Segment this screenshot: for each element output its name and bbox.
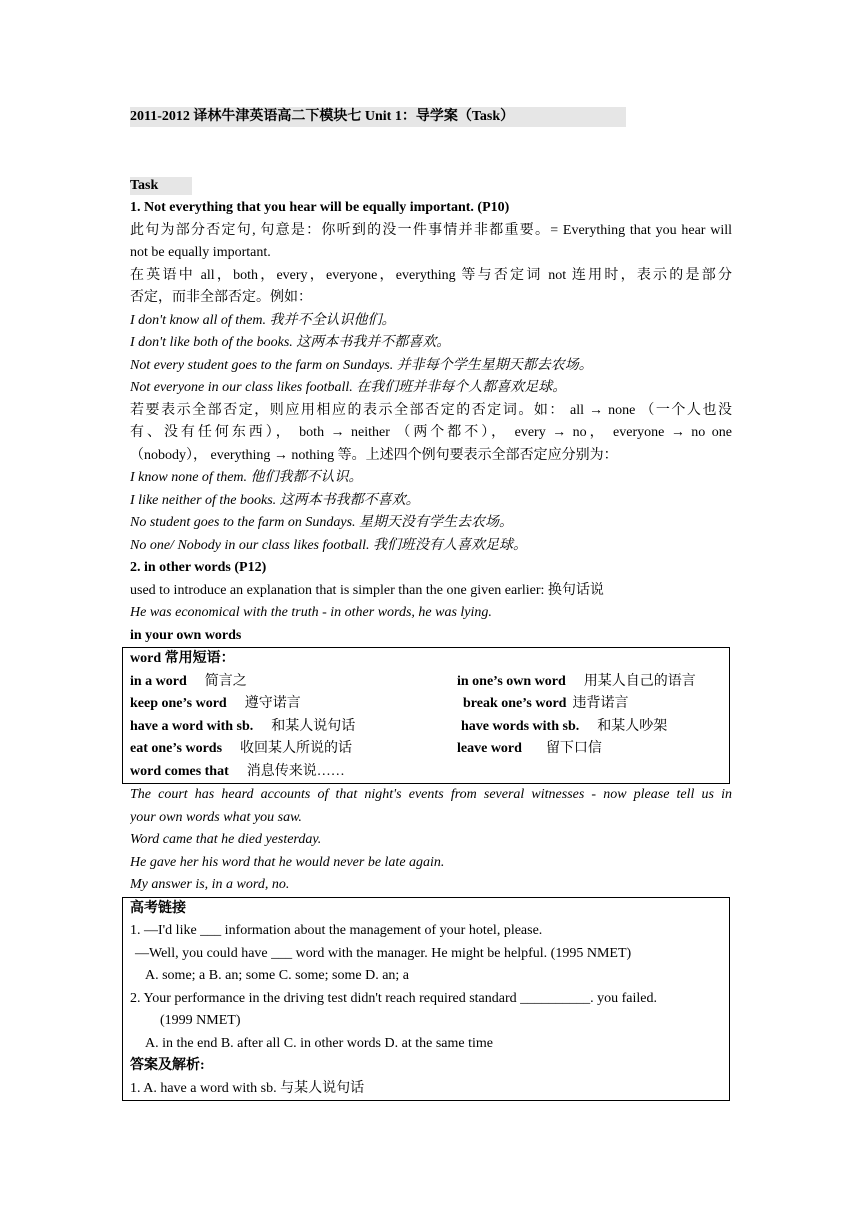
- exam-box-heading: 高考链接: [130, 900, 186, 916]
- example-sentence: He gave her his word that he would never be late again.: [130, 854, 445, 870]
- phrase-cn: 违背诺言: [572, 696, 629, 711]
- phrase-row: [130, 671, 729, 694]
- question-line: —Well, you could have ___ word with the manager. He might be helpful. (1995 NMET): [135, 945, 632, 961]
- phrase-en: word comes that: [130, 763, 229, 779]
- phrase-cn: 简言之: [204, 673, 247, 689]
- question-line: 2. Your performance in the driving test didn't reach required standard __________. you failed.: [130, 990, 658, 1006]
- example-sentence: My answer is, in a word, no.: [130, 877, 290, 892]
- phrase-cn: 遵守诺言: [244, 696, 301, 711]
- word-box-heading-en: word: [130, 651, 162, 666]
- phrase-en: have a word with sb.: [130, 718, 254, 734]
- question-options: A. in the end B. after all C. in other words D. at the same time: [145, 1035, 493, 1051]
- section-1-heading: 1. Not everything that you hear will be equally important. (P10): [130, 200, 510, 215]
- phrase-en: in a word: [130, 673, 187, 689]
- paragraph-line: （nobody）， everything → nothing 等。上述四个例句要表示全部否定应分别为：: [130, 447, 618, 463]
- definition-line: used to introduce an explanation that is simpler than the one given earlier: 换句话说: [130, 582, 604, 598]
- subheading: in your own words: [130, 627, 242, 643]
- phrase-cn: 留下口信: [545, 741, 602, 756]
- phrase-cn: 消息传来说……: [246, 763, 345, 779]
- section-2-heading: 2. in other words (P12): [130, 560, 267, 575]
- phrase-en: have words with sb.: [461, 718, 580, 734]
- example-sentence: No student goes to the farm on Sundays. 星期天没有学生去农场。: [130, 515, 514, 530]
- paragraph-line: 有、没有任何东西）， both → neither （两个都不）， every → no， everyone → no one: [130, 425, 732, 440]
- question-options: A. some; a B. an; some C. some; some D. an; a: [145, 968, 410, 983]
- phrase-en: keep one’s word: [130, 696, 227, 711]
- phrase-cn: 收回某人所说的话: [240, 741, 353, 756]
- example-sentence: Not everyone in our class likes football. 在我们班并非每个人都喜欢足球。: [130, 380, 567, 395]
- example-sentence: Word came that he died yesterday.: [130, 832, 322, 847]
- phrase-cn: 和某人说句话: [271, 718, 356, 734]
- phrase-row: [130, 761, 729, 784]
- example-sentence: your own words what you saw.: [130, 809, 302, 825]
- phrase-en: break one’s word: [463, 696, 567, 711]
- paragraph-line: 在英语中 all，both，every，everyone，everything 等与否定词 not 连用时，表示的是部分: [130, 267, 732, 283]
- example-sentence: I don't like both of the books. 这两本书我并不都喜欢。: [130, 335, 451, 350]
- document-body: [130, 197, 732, 1101]
- answer-line: 1. A. have a word with sb. 与某人说句话: [130, 1080, 365, 1096]
- word-phrases-box: [122, 647, 730, 784]
- phrase-row: [130, 693, 729, 716]
- example-sentence: The court has heard accounts of that night's events from several witnesses - now please tell us in: [130, 787, 732, 802]
- paragraph-line: 若要表示全部否定，则应用相应的表示全部否定的否定词。如： all → none （一个人也没: [130, 402, 732, 418]
- exam-link-box: [122, 897, 730, 1102]
- example-sentence: I like neither of the books. 这两本书我都不喜欢。: [130, 492, 420, 508]
- example-sentence: Not every student goes to the farm on Sundays. 并非每个学生星期天都去农场。: [130, 357, 593, 373]
- paragraph-line: 否定，而非全部否定。例如：: [130, 290, 312, 305]
- phrase-row: [130, 738, 729, 761]
- example-sentence: I don't know all of them. 我并不全认识他们。: [130, 312, 396, 328]
- phrase-en: eat one’s words: [130, 741, 223, 756]
- answers-heading: 答案及解析:: [130, 1058, 205, 1073]
- phrase-cn: 用某人自己的语言: [583, 673, 696, 689]
- phrase-en: leave word: [457, 741, 522, 756]
- paragraph-line: not be equally important.: [130, 245, 271, 260]
- task-label: Task: [130, 177, 192, 195]
- document-title: 2011-2012 译林牛津英语高二下模块七 Unit 1：导学案（Task）: [130, 107, 626, 127]
- phrase-row: [130, 716, 729, 739]
- phrase-cn: 和某人吵架: [597, 718, 668, 734]
- example-sentence: He was economical with the truth - in other words, he was lying.: [130, 605, 492, 620]
- example-sentence: I know none of them. 他们我都不认识。: [130, 470, 363, 485]
- word-box-heading: [130, 648, 729, 671]
- question-line: 1. —I'd like ___ information about the management of your hotel, please.: [130, 923, 543, 938]
- example-sentence: No one/ Nobody in our class likes football. 我们班没有人喜欢足球。: [130, 537, 528, 553]
- word-box-heading-cn: 常用短语：: [164, 651, 235, 666]
- paragraph-line: 此句为部分否定句, 句意是：你听到的没一件事情并非都重要。= Everything that you hear will: [130, 222, 732, 238]
- question-line: (1999 NMET): [160, 1013, 241, 1028]
- phrase-en: in one’s own word: [457, 673, 566, 689]
